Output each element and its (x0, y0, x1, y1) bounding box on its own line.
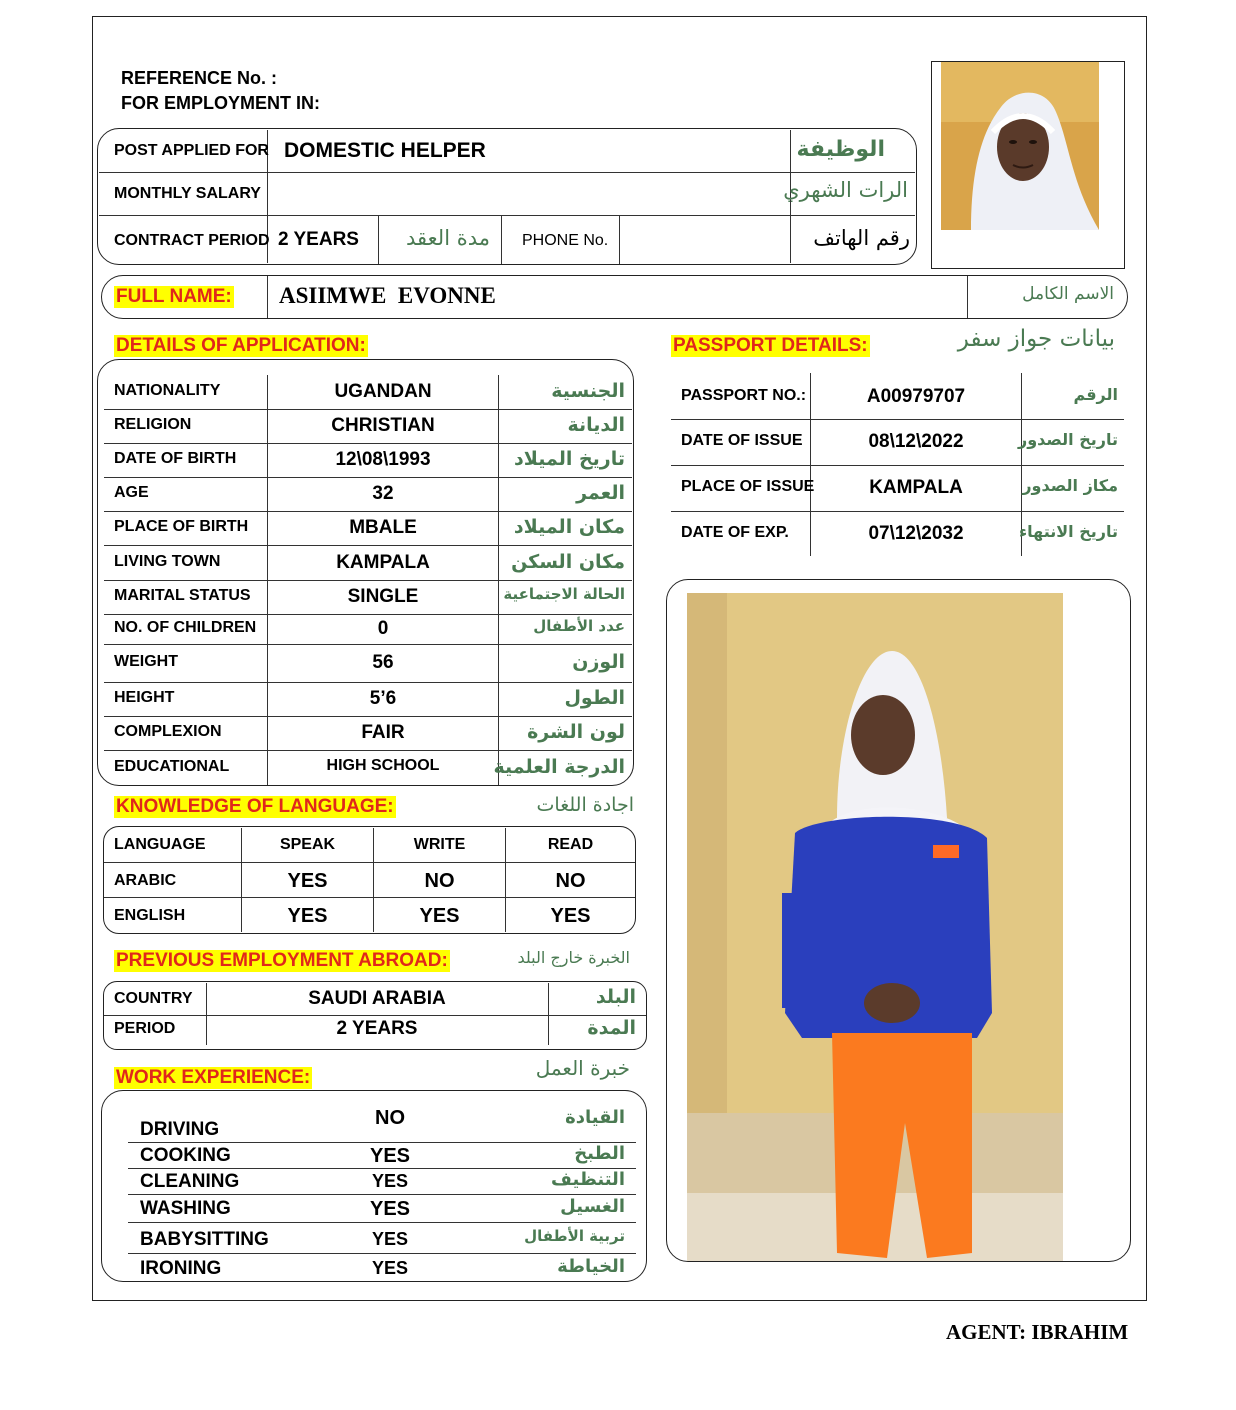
language-row-name: ENGLISH (114, 907, 186, 924)
language-heading: KNOWLEDGE OF LANGUAGE: (116, 796, 394, 817)
row-divider (104, 443, 632, 444)
language-column-header: LANGUAGE (114, 836, 206, 853)
application-row-label: WEIGHT (114, 653, 178, 670)
country-label: COUNTRY (114, 990, 193, 1007)
application-row-value: 56 (372, 652, 394, 673)
work-row-label: WASHING (140, 1198, 231, 1219)
portrait-photo (941, 62, 1099, 230)
work-row-arabic: الطبخ (574, 1143, 625, 1164)
work-row-label: COOKING (140, 1145, 231, 1166)
passport-heading-arabic: بيانات جواز سفر (957, 326, 1115, 352)
application-row-label: COMPLEXION (114, 723, 222, 740)
application-row-arabic: عدد الأطفال (533, 617, 625, 635)
application-row-arabic: الديانة (567, 414, 625, 436)
application-row-arabic: الوزن (572, 651, 625, 673)
application-row-value: 12\08\1993 (335, 449, 431, 470)
application-row-label: LIVING TOWN (114, 552, 221, 570)
work-row-label: BABYSITTING (140, 1229, 269, 1250)
post-arabic: الوظيفة (796, 137, 885, 162)
full-name-label: FULL NAME: (116, 286, 232, 307)
work-heading: WORK EXPERIENCE: (116, 1067, 311, 1088)
country-arabic: البلد (595, 986, 636, 1008)
application-row-arabic: مكان الميلاد (513, 516, 625, 538)
row-divider (104, 511, 632, 512)
application-row-value: 5’6 (369, 688, 397, 709)
application-row-arabic: الجنسية (551, 380, 625, 402)
work-row-label: CLEANING (140, 1171, 240, 1192)
language-row-value: YES (287, 870, 328, 892)
passport-row-arabic: مكاز الصدور (1022, 476, 1118, 495)
contract-label: CONTRACT PERIOD (114, 232, 270, 249)
work-row-arabic: القيادة (565, 1107, 625, 1128)
contract-arabic: مدة العقد (406, 226, 490, 250)
row-divider (104, 580, 632, 581)
work-row-value: YES (369, 1198, 411, 1220)
full-body-photo (687, 593, 1063, 1261)
language-column-header: SPEAK (279, 836, 336, 853)
row-divider (104, 614, 632, 615)
post-label: POST APPLIED FOR (114, 142, 269, 159)
row-divider (671, 419, 1124, 420)
period-arabic: المدة (587, 1017, 636, 1039)
work-row-value: YES (371, 1229, 409, 1249)
row-divider (104, 477, 632, 478)
application-row-label: MARITAL STATUS (114, 587, 251, 604)
row-divider (104, 682, 632, 683)
application-row-label: DATE OF BIRTH (114, 450, 237, 467)
application-row-value: MBALE (349, 517, 417, 538)
row-divider (671, 511, 1124, 512)
previous-heading: PREVIOUS EMPLOYMENT ABROAD: (116, 950, 448, 971)
passport-heading: PASSPORT DETAILS: (673, 335, 868, 356)
passport-row-value: KAMPALA (869, 477, 963, 498)
row-divider (671, 465, 1124, 466)
work-row-value: NO (375, 1107, 405, 1129)
row-divider (104, 409, 632, 410)
application-row-label: HEIGHT (114, 689, 175, 706)
work-row-arabic: تربية الأطفال (524, 1227, 625, 1245)
language-row-value: YES (419, 905, 460, 927)
application-row-value: 0 (377, 618, 389, 639)
application-row-label: AGE (114, 484, 149, 501)
application-row-value: 32 (372, 483, 394, 504)
language-row-name: ARABIC (114, 872, 177, 889)
full-name-box (101, 275, 1128, 319)
work-row-value: YES (371, 1171, 409, 1191)
passport-row-label: PASSPORT NO.: (681, 387, 807, 404)
passport-row-arabic: الرقم (1073, 385, 1118, 404)
work-row-arabic: الغسيل (560, 1196, 625, 1217)
application-row-arabic: لون الشرة (527, 721, 625, 743)
row-divider (128, 1194, 636, 1195)
full-name-value: ASIIMWE EVONNE (279, 283, 496, 308)
application-row-value: FAIR (361, 722, 405, 743)
row-divider (128, 1222, 636, 1223)
application-row-label: RELIGION (114, 416, 192, 433)
reference-label: REFERENCE No. : (121, 68, 278, 88)
language-row-value: NO (555, 870, 586, 892)
work-row-label: DRIVING (140, 1119, 220, 1140)
agent-label: AGENT: IBRAHIM (946, 1320, 1129, 1344)
application-row-label: NATIONALITY (114, 382, 221, 399)
passport-row-value: 07\12\2032 (868, 523, 964, 544)
salary-arabic: الرات الشهري (783, 178, 908, 202)
application-row-value: SINGLE (347, 586, 419, 607)
passport-row-value: 08\12\2022 (868, 431, 964, 452)
application-row-arabic: مكان السكن (511, 550, 625, 573)
application-row-arabic: تاريخ الميلاد (514, 448, 625, 470)
application-row-label: EDUCATIONAL (114, 757, 230, 775)
application-row-label: NO. OF CHILDREN (114, 619, 257, 636)
application-heading: DETAILS OF APPLICATION: (116, 335, 366, 356)
application-row-label: PLACE OF BIRTH (114, 518, 249, 535)
passport-row-label: PLACE OF ISSUE (681, 478, 815, 495)
work-row-value: YES (371, 1258, 409, 1278)
period-value: 2 YEARS (336, 1018, 418, 1039)
application-row-arabic: العمر (576, 482, 625, 504)
work-row-arabic: التنظيف (551, 1169, 625, 1190)
passport-row-label: DATE OF EXP. (681, 524, 789, 541)
passport-row-arabic: تاريخ الصدور (1018, 430, 1118, 449)
period-label: PERIOD (114, 1020, 176, 1037)
application-row-value: HIGH SCHOOL (326, 756, 440, 774)
passport-row-label: DATE OF ISSUE (681, 432, 803, 449)
work-heading-arabic: خبرة العمل (535, 1056, 630, 1080)
language-column-header: WRITE (413, 836, 466, 853)
application-row-arabic: الطول (564, 687, 625, 709)
row-divider (104, 750, 632, 751)
salary-label: MONTHLY SALARY (114, 185, 261, 202)
application-row-arabic: الحالة الاجتماعية (503, 585, 625, 603)
phone-arabic: رقم الهاتف (813, 226, 910, 250)
passport-row-arabic: تاريخ الانتهاء (1018, 522, 1118, 541)
phone-label: PHONE No. (522, 232, 609, 249)
application-row-value: UGANDAN (334, 381, 432, 402)
contract-value: 2 YEARS (278, 229, 359, 250)
post-value: DOMESTIC HELPER (284, 139, 486, 162)
employment-label: FOR EMPLOYMENT IN: (121, 93, 320, 113)
application-row-value: KAMPALA (336, 551, 430, 573)
previous-heading-arabic: الخبرة خارج البلد (517, 948, 630, 967)
language-row-value: YES (287, 905, 328, 927)
application-row-arabic: الدرجة العلمية (493, 755, 625, 778)
row-divider (104, 716, 632, 717)
passport-row-value: A00979707 (866, 386, 966, 407)
full-name-arabic: الاسم الكامل (1022, 284, 1114, 304)
language-heading-arabic: اجادة اللغات (536, 794, 634, 816)
language-row-value: NO (424, 870, 455, 892)
language-row-value: YES (550, 905, 591, 927)
country-value: SAUDI ARABIA (308, 988, 446, 1009)
row-divider (128, 1253, 636, 1254)
application-row-value: CHRISTIAN (331, 415, 435, 436)
work-row-arabic: الخياطة (557, 1256, 625, 1277)
work-row-label: IRONING (140, 1258, 222, 1279)
language-column-header: READ (547, 836, 594, 853)
row-divider (104, 644, 632, 645)
work-row-value: YES (369, 1145, 411, 1167)
row-divider (104, 545, 632, 546)
